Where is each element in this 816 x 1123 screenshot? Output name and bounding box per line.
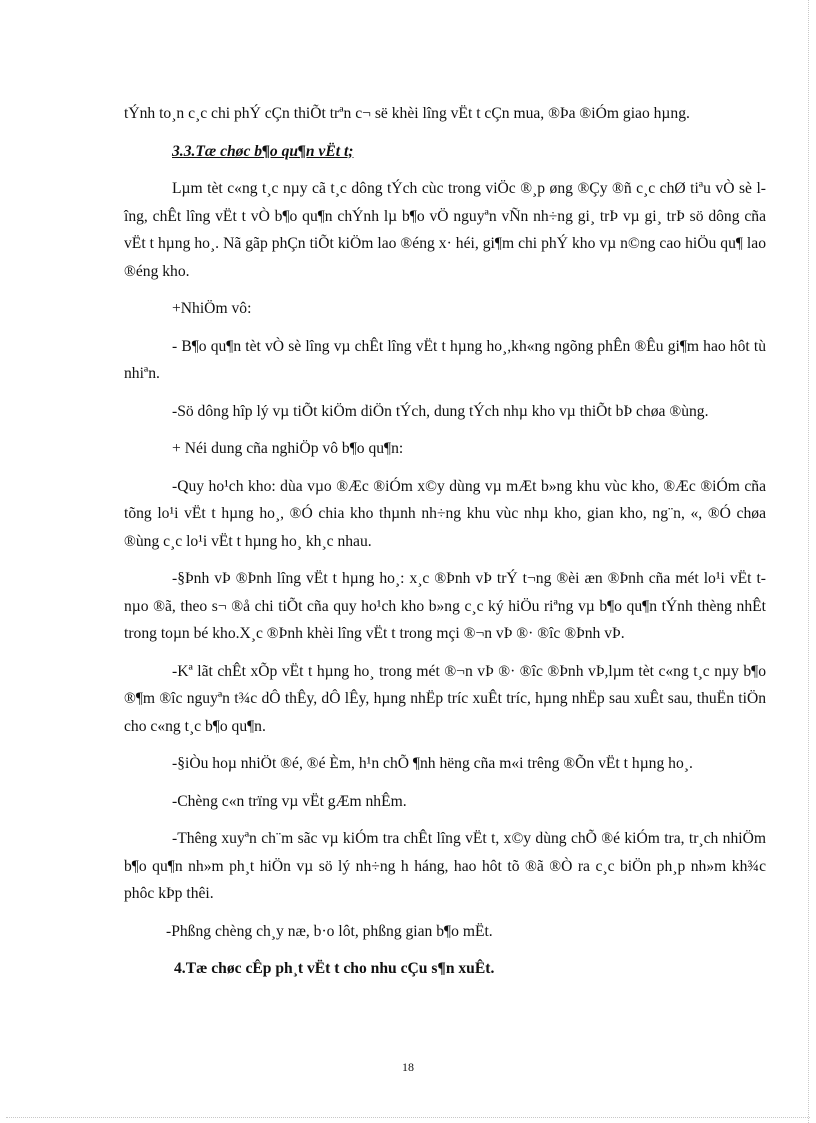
page-bottom-border — [6, 1117, 810, 1118]
paragraph-climate-control: -§iÒu hoµ nhiÖt ®é, ®é Èm, h¹n chÕ ¶nh hëng cña m«i trêng ®Õn vËt t hµng ho¸. — [172, 755, 693, 772]
section-heading-4: 4.Tæ chøc cÊp ph¸t vËt t cho nhu cÇu s¶n xuÊt. — [174, 960, 495, 977]
paragraph-warehouse-planning: -Quy ho¹ch kho: dùa vµo ®Æc ®iÓm x©y dùng vµ mÆt b»ng khu vùc kho, ®Æc ®iÓm cña tõng lo¹i vËt t hµng ho¸, ®Ó chia kho thµnh nh÷ng khu vùc nhµ kho, gian kho, ng¨n, «, ®Ó chøa ®ùng c¸c lo¹i vËt t hµng ho¸ kh¸c nhau. — [124, 477, 766, 550]
page-number: 18 — [402, 1060, 414, 1074]
paragraph-task-quantity: - B¶o qu¶n tèt vÒ sè lîng vµ chÊt lîng vËt t hµng ho¸,kh«ng ngõng phÊn ®Êu gi¶m hao hôt tù nhiªn. — [124, 337, 766, 382]
paragraph-content-label: + Néi dung cña nghiÖp vô b¶o qu¶n: — [172, 440, 404, 457]
paragraph-fire-prevention: -Phßng chèng ch¸y næ, b·o lôt, phßng gian b¶o mËt. — [166, 922, 493, 940]
paragraph-task-area: -Sö dông hîp lý vµ tiÕt kiÖm diÖn tÝch, dung tÝch nhµ kho vµ thiÕt bÞ chøa ®ùng. — [172, 402, 709, 420]
paragraph-tasks-label: +NhiÖm vô: — [172, 300, 252, 317]
section-heading-3-3: 3.3.Tæ chøc b¶o qu¶n vËt t; — [172, 142, 354, 160]
paragraph-stacking: -Kª lãt chÊt xÕp vËt t hµng ho¸ trong mét ®¬n vÞ ®· ®îc ®Þnh vÞ,lµm tèt c«ng t¸c nµy b¶o ®¶m ®îc nguyªn t¾c dÔ thÊy, dÔ lÊy, hµng nhËp tríc xuÊt tríc, hµng nhËp sau xuÊt sau, thuËn tiÖn cho c«ng t¸c b¶o qu¶n. — [124, 662, 766, 735]
page-body — [124, 100, 766, 993]
paragraph-positioning: -§Þnh vÞ ®Þnh lîng vËt t hµng ho¸: x¸c ®Þnh vÞ trÝ t¬ng ®èi æn ®Þnh cña mét lo¹i vËt t nµo ®ã, theo s¬ ®å chi tiÕt cña quy ho¹ch kho b»ng c¸c ký hiÖu riªng vµ b¶o qu¶n tÝnh thèng nhÊt trong toµn bé kho.X¸c ®Þnh khèi lîng vËt t trong mçi ®¬n vÞ ®· ®îc ®Þnh vÞ. — [124, 570, 766, 642]
page-right-border — [808, 0, 809, 1123]
paragraph-inspection: -Thêng xuyªn ch¨m sãc vµ kiÓm tra chÊt lîng vËt t, x©y dùng chÕ ®é kiÓm tra, tr¸ch nhiÖm b¶o qu¶n nh»m ph¸t hiÖn vµ sö lý nh÷ng h háng, hao hôt tõ ®ã ®Ò ra c¸c biÖn ph¸p nh»m kh¾c phôc kÞp thêi. — [124, 830, 766, 902]
paragraph-storage-intro: Lµm tèt c«ng t¸c nµy cã t¸c dông tÝch cùc trong viÖc ®¸p øng ®Çy ®ñ c¸c chØ tiªu vÒ sè lîng, chÊt lîng vËt t vÒ b¶o qu¶n chÝnh lµ b¶o vÖ nguyªn vÑn nh÷ng gi¸ trÞ vµ gi¸ trÞ sö dông cña vËt t hµng ho¸. Nã gãp phÇn tiÕt kiÖm lao ®éng x· héi, gi¶m chi phÝ kho vµ n©ng cao hiÖu qu¶ lao ®éng kho. — [124, 180, 766, 280]
paragraph-pest-control: -Chèng c«n trïng vµ vËt gÆm nhÊm. — [172, 792, 407, 810]
paragraph-cost-calculation: tÝnh to¸n c¸c chi phÝ cÇn thiÕt trªn c¬ së khèi lîng vËt t cÇn mua, ®Þa ®iÓm giao hµng. — [124, 105, 690, 122]
